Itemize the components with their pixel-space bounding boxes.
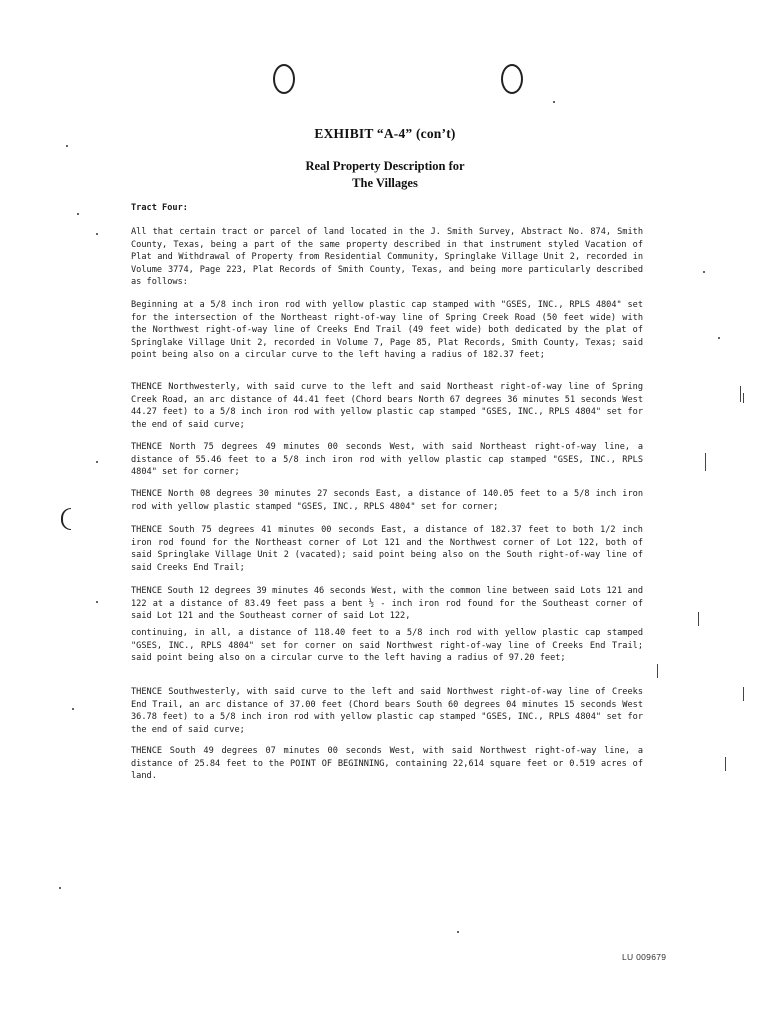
paragraph-call-6: THENCE Southwesterly, with said curve to the left and said Northwest right-of-way line of Creeks End Trail, an arc distance of 37.00 feet (Chord bears South 60 degrees 04 minutes 15 seconds West 36.78 feet) to a 5/8 inch iron rod with yellow plastic cap stamped "GSES, INC., RPLS 4804" set for the end of said curve;: [131, 687, 643, 735]
paragraph-call-1: THENCE Northwesterly, with said curve to the left and said Northeast right-of-way line of Spring Creek Road, an arc distance of 44.41 feet (Chord bears North 67 degrees 36 minutes 51 seconds West 44.27 feet) to a 5/8 inch iron rod with yellow plastic cap stamped "GSES, INC., RPLS 4804" set for the end of said curve;: [131, 382, 643, 430]
scan-speck: [59, 887, 61, 889]
scan-speck: [96, 233, 98, 235]
exhibit-title: EXHIBIT “A-4” (con’t): [314, 126, 456, 141]
scan-edge-mark: [657, 664, 658, 678]
paragraph-call-7: THENCE South 49 degrees 07 minutes 00 seconds West, with said Northwest right-of-way line, a distance of 25.84 feet to the POINT OF BEGINNING, containing 22,614 square feet or 0.519 acres of land.: [131, 746, 643, 782]
paragraph-call-5: THENCE South 12 degrees 39 minutes 46 seconds West, with the common line between said Lots 121 and 122 at a distance of 83.49 feet pass a bent ½ - inch iron rod found for the Southeast corner of said Lot 121 and the Southeast corner of said Lot 122,: [131, 586, 643, 622]
description-title: [0, 158, 770, 192]
scan-speck: [718, 337, 720, 339]
scan-bracket-mark: [61, 508, 71, 530]
paragraph-beginning: Beginning at a 5/8 inch iron rod with yellow plastic cap stamped with "GSES, INC., RPLS 4804" set for the intersection of the Northeast right-of-way line of Spring Creek Road (50 feet wide) with the Northwest right-of-way line of Creeks End Trail (49 feet wide) both dedicated by the plat of Springlake Village Unit 2, recorded in Volume 7, Page 85, Plat Records, Smith County, Texas; said point being also on a circular curve to the left having a radius of 182.37 feet;: [131, 300, 643, 361]
scan-edge-mark: [743, 393, 744, 403]
description-title-line1: Real Property Description for: [305, 159, 465, 173]
scan-edge-mark: [740, 386, 741, 402]
scan-speck: [703, 271, 705, 273]
bates-stamp: LU 009679: [622, 952, 667, 962]
scan-edge-mark: [743, 687, 744, 701]
scan-speck: [457, 931, 459, 933]
tract-label: Tract Four:: [131, 203, 188, 213]
scan-speck: [96, 601, 98, 603]
scan-speck: [72, 708, 74, 710]
punch-hole-left: [273, 64, 295, 94]
description-title-line2: The Villages: [352, 176, 418, 190]
scan-speck: [553, 101, 555, 103]
scan-edge-mark: [705, 453, 706, 471]
paragraph-call-4: THENCE South 75 degrees 41 minutes 00 seconds East, a distance of 182.37 feet to both 1/2 inch iron rod found for the Northeast corner of Lot 121 and the Northwest corner of Lot 122, both of said Springlake Village Unit 2 (vacated); said point being also on the South right-of-way line of said Creeks End Trail;: [131, 525, 643, 573]
punch-hole-right: [501, 64, 523, 94]
scan-speck: [77, 213, 79, 215]
paragraph-call-2: THENCE North 75 degrees 49 minutes 00 seconds West, with said Northeast right-of-way line, a distance of 55.46 feet to a 5/8 inch iron rod with yellow plastic cap stamped "GSES, INC., RPLS 4804" set for corner;: [131, 442, 643, 478]
scan-edge-mark: [725, 757, 726, 771]
scan-speck: [96, 461, 98, 463]
scan-speck: [66, 145, 68, 147]
paragraph-intro: All that certain tract or parcel of land located in the J. Smith Survey, Abstract No. 874, Smith County, Texas, being a part of the same property described in that instrument styled Vacation of Plat and Withdrawal of Property from Residential Community, Springlake Village Unit 2, recorded in Volume 3774, Page 223, Plat Records of Smith County, Texas, and being more particularly described as follows:: [131, 227, 643, 288]
paragraph-call-5-continued: continuing, in all, a distance of 118.40 feet to a 5/8 inch rod with yellow plastic cap stamped "GSES, INC., RPLS 4804" set for corner on said Northwest right-of-way line of Creeks End Trail; said point being also on a circular curve to the left having a radius of 97.20 feet;: [131, 628, 643, 664]
paragraph-call-3: THENCE North 08 degrees 30 minutes 27 seconds East, a distance of 140.05 feet to a 5/8 inch iron rod with yellow plastic stamped "GSES, INC., RPLS 4804" set for corner;: [131, 489, 643, 512]
scan-edge-mark: [698, 612, 699, 626]
